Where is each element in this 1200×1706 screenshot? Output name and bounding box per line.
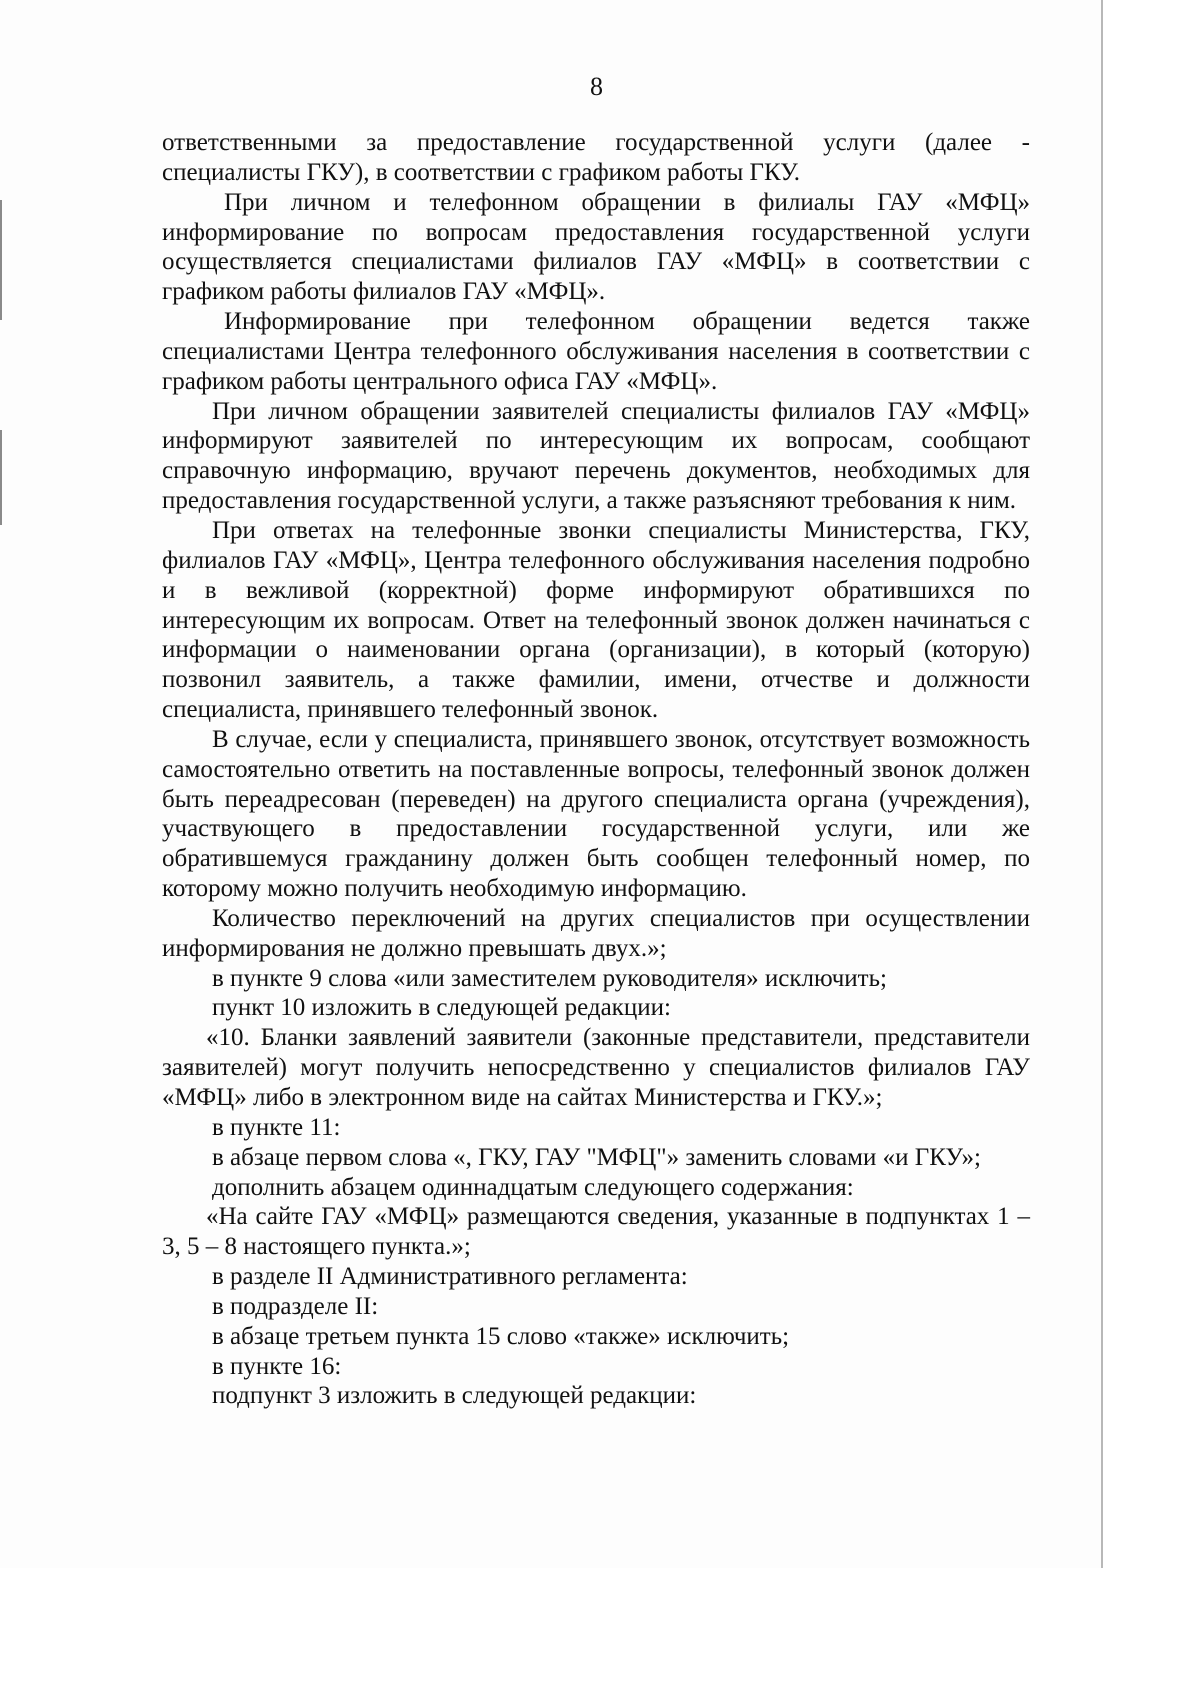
scan-edge-mark [0,430,2,525]
paragraph: «На сайте ГАУ «МФЦ» размещаются сведения, указанные в подпунктах 1 – 3, 5 – 8 настоящего пункта.»; [162,1203,1030,1261]
paragraph: дополнить абзацем одиннадцатым следующего содержания: [212,1173,854,1201]
paragraph: «10. Бланки заявлений заявители (законные представители, представители заявителей) могут получить непосредственно у специалистов филиалов ГАУ «МФЦ» либо в электронном виде на сайтах Министерства и ГКУ.»; [162,1024,1030,1111]
paragraph: в пункте 11: [212,1113,341,1141]
paragraph: При ответах на телефонные звонки специалисты Министерства, ГКУ, филиалов ГАУ «МФЦ», Центра телефонного обслуживания населения подробно и в вежливой (корректной) форме информируют обратившихся по интересующим их вопросам. Ответ на телефонный звонок должен начинаться с информации о наименовании органа (организации), в который (которую) позвонил заявитель, а также фамилии, имени, отчестве и должности специалиста, принявшего телефонный звонок. [162,516,1030,724]
paragraph: При личном обращении заявителей специалисты филиалов ГАУ «МФЦ» информируют заявителей по интересующим их вопросам, сообщают справочную информацию, вручают перечень документов, необходимых для предоставления государственной услуги, а также разъясняют требования к ним. [162,397,1030,515]
paragraph: в разделе II Административного регламента: [212,1263,688,1291]
paragraph: подпункт 3 изложить в следующей редакции: [212,1382,697,1410]
paragraph: Информирование при телефонном обращении ведется также специалистами Центра телефонного обслуживания населения в соответствии с графиком работы центрального офиса ГАУ «МФЦ». [162,308,1030,395]
paragraph: в абзаце третьем пункта 15 слово «также» исключить; [212,1322,790,1350]
paragraph: ответственными за предоставление государственной услуги (далее - специалисты ГКУ), в соответствии с графиком работы ГКУ. [162,129,1030,186]
paragraph: Количество переключений на других специалистов при осуществлении информирования не должно превышать двух.»; [162,904,1030,962]
paragraph: в пункте 9 слова «или заместителем руководителя» исключить; [212,964,887,992]
paragraph: пункт 10 изложить в следующей редакции: [212,994,671,1022]
paragraph: При личном и телефонном обращении в филиалы ГАУ «МФЦ» информирование по вопросам предоставления государственной услуги осуществляется специалистами филиалов ГАУ «МФЦ» в соответствии с графиком работы филиалов ГАУ «МФЦ». [162,188,1030,306]
document-body [162,128,1030,1411]
scan-edge-mark [0,200,2,320]
paragraph: в подразделе II: [212,1292,379,1320]
page-number: 8 [590,72,603,101]
scan-frame-edge [1101,0,1103,1568]
paragraph: В случае, если у специалиста, принявшего звонок, отсутствует возможность самостоятельно ответить на поставленные вопросы, телефонный звонок должен быть переадресован (переведен) на другого специалиста органа (учреждения), участвующего в предоставлении государственной услуги, или же обратившемуся гражданину должен быть сообщен телефонный номер, по которому можно получить необходимую информацию. [162,725,1030,903]
paragraph: в пункте 16: [212,1352,342,1380]
paragraph: в абзаце первом слова «, ГКУ, ГАУ "МФЦ"» заменить словами «и ГКУ»; [212,1143,981,1171]
